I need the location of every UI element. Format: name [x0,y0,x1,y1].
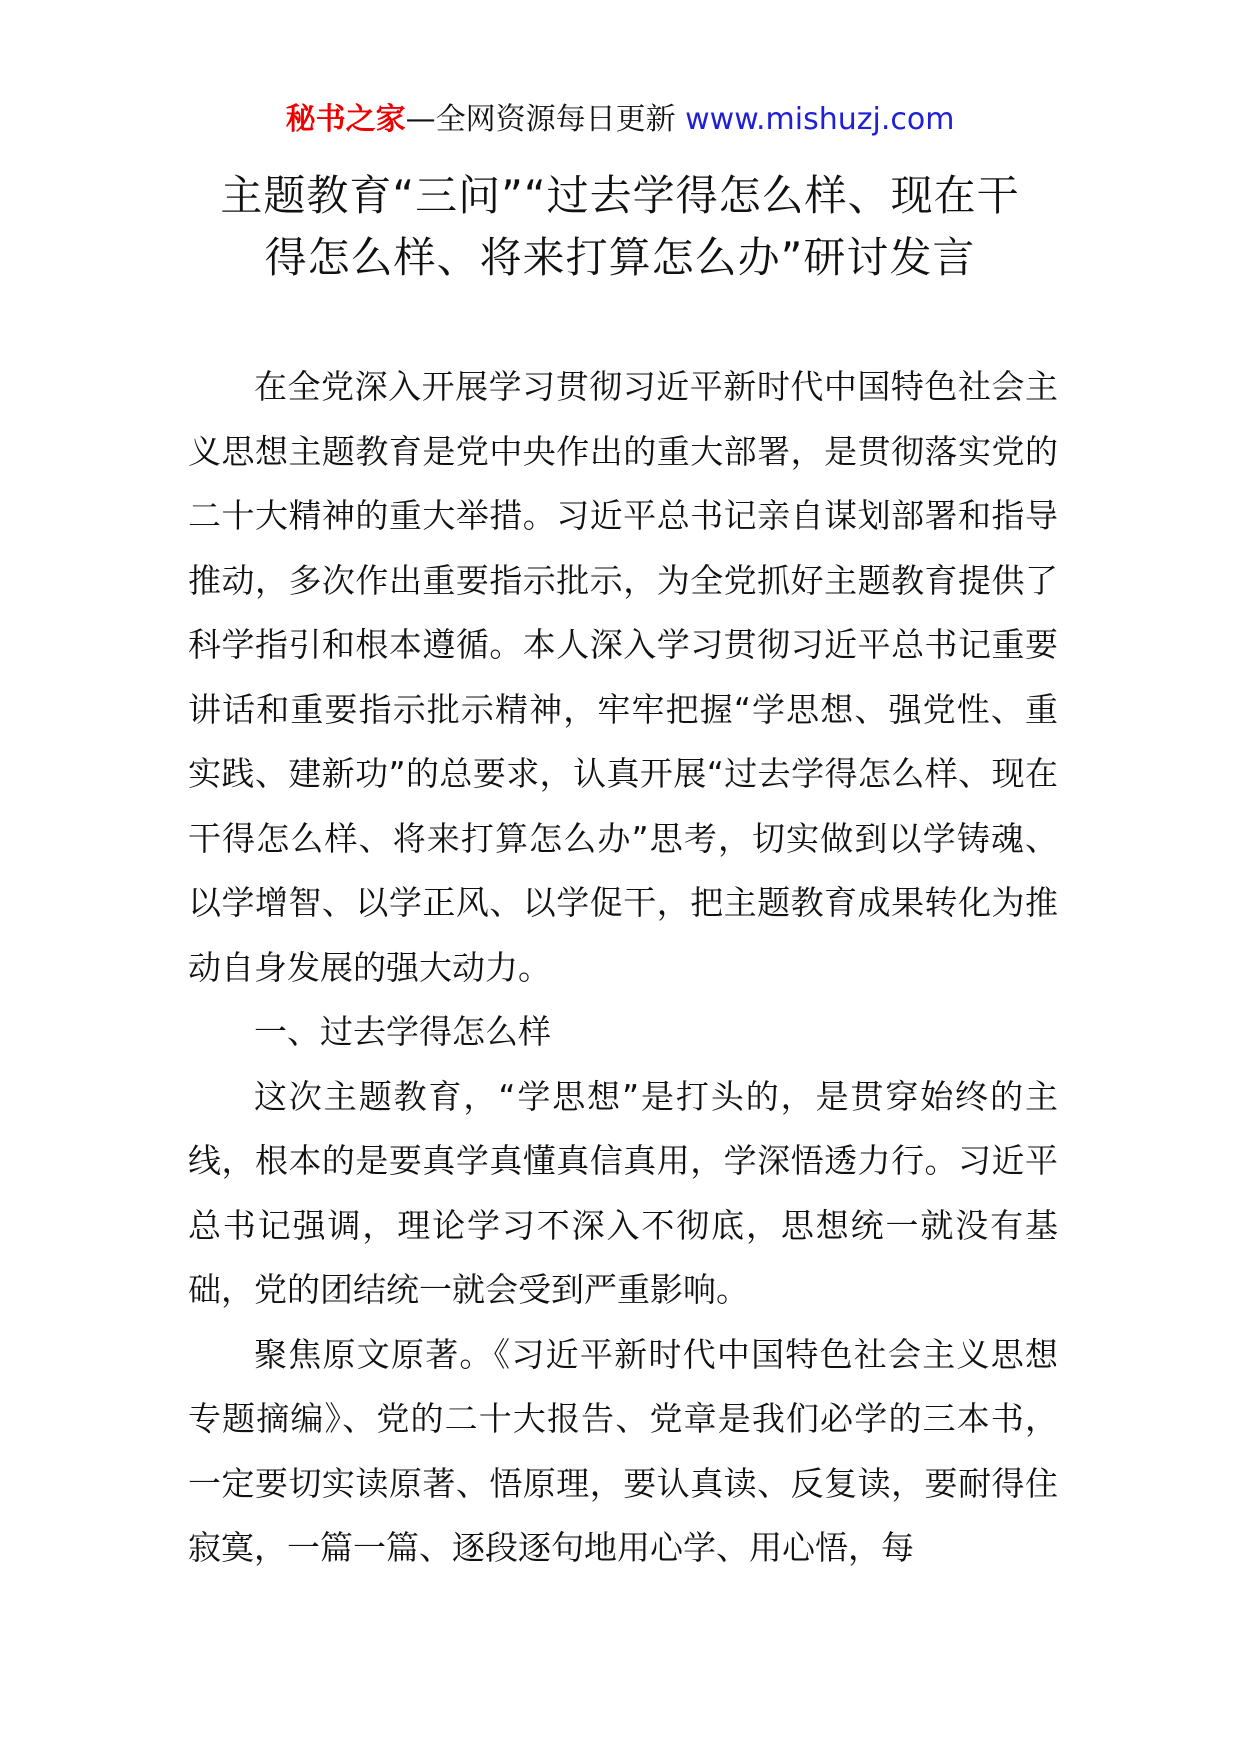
section-heading: 一、过去学得怎么样 [254,1012,551,1051]
title-line-2: 得怎么样、将来打算怎么办”研讨发言 [264,233,976,282]
header-slogan: —全网资源每日更新 [405,102,686,137]
site-url[interactable]: www.mishuzj.com [685,102,955,137]
body-paragraph: 聚焦原文原著。《习近平新时代中国特色社会主义思想专题摘编》、党的二十大报告、党章是我们必学的三本书，一定要切实读原著、悟原理，要认真读、反复读，要耐得住寂寞，一篇一篇、逐段逐句地用心学、用心悟，每 [188,1334,1058,1567]
intro-paragraph: 在全党深入开展学习贯彻习近平新时代中国特色社会主义思想主题教育是党中央作出的重大部署，是贯彻落实党的二十大精神的重大举措。习近平总书记亲自谋划部署和指导推动，多次作出重要指示批示，为全党抓好主题教育提供了科学指引和根本遵循。本人深入学习贯彻习近平总书记重要讲话和重要指示批示精神，牢牢把握“学思想、强党性、重实践、建新功”的总要求，认真开展“过去学得怎么样、现在干得怎么样、将来打算怎么办”思考，切实做到以学铸魂、以学增智、以学正风、以学促干，把主题教育成果转化为推动自身发展的强大动力。 [188,367,1058,987]
title-line-1: 主题教育“三问”“过去学得怎么样、现在干 [220,171,1020,220]
body-paragraph: 这次主题教育，“学思想”是打头的，是贯穿始终的主线，根本的是要真学真懂真信真用，学深悟透力行。习近平总书记强调，理论学习不深入不彻底，思想统一就没有基础，党的团结统一就会受到严重影响。 [188,1076,1058,1309]
document-title [160,165,1080,289]
document-body [188,355,1058,1581]
brand-name: 秘书之家 [285,102,406,137]
site-header [0,100,1240,140]
